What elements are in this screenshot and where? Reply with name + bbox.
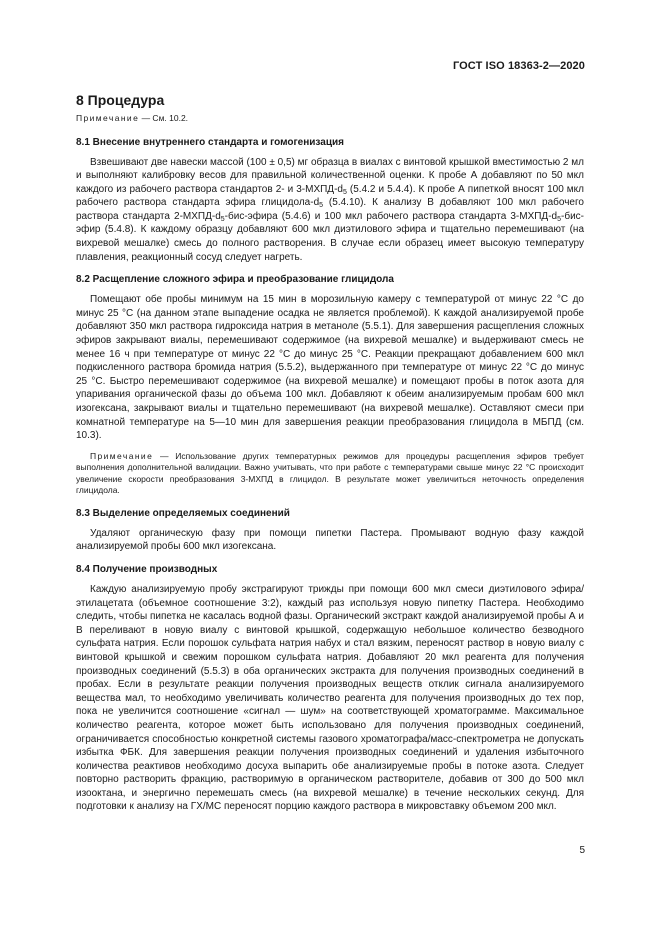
note-1-text: — См. 10.2. bbox=[139, 113, 189, 123]
subsection-text-8-2: Помещают обе пробы минимум на 15 мин в морозильную камеру с температурой от минус 22 °С до минус 25 °С (на данном этапе выпадение осадка не является проблемой). К каждой анализируемой пробе добавляют 350 мкл раствора гидроксида натрия в метаноле (5.5.1). Для завершения расщепления сложных эфиров закрывают виалы, перемешивают содержимое (на вихревой мешалке) и выдерживают смесь не менее 16 ч при температуре от минус 22 °С до минус 25 °С. Реакции прекращают добавлением 600 мкл подкисленного раствора бромида натрия (5.5.2), выдержанного при температуре от минус 22 °С до минус 25 °С. Быстро перемешивают содержимое (на вихревой мешалке) и помещают пробы в поток азота для упаривания органической фазы до объема 100 мкл. Добавляют к обеим анализируемым пробам 600 мкл изогексана, закрывают виалы и тщательно перемешивают (на вихревой мешалке). Оставляют смеси при комнатной температуре на 5—10 мин для завершения реакции преобразования глицидола в МБПД (см. 10.3). bbox=[76, 294, 584, 442]
note-2 bbox=[76, 451, 584, 497]
page-number: 5 bbox=[579, 845, 585, 856]
document-header: ГОСТ ISO 18363-2—2020 bbox=[452, 60, 585, 72]
subsection-title-8-1: 8.1 Внесение внутреннего стандарта и гомогенизация bbox=[76, 136, 344, 148]
text-run: (5.4.2 и 5.4.4). К пробе А пипеткой вносят 100 мкл рабочего раствора стандарта эфира глицидола-d bbox=[76, 183, 584, 209]
subscript: 5 bbox=[220, 215, 225, 223]
subsection-text-8-1 bbox=[76, 156, 584, 265]
text-run: -бис-эфира (5.4.6) и 100 мкл рабочего раствора стандарта 3-МХПД-d bbox=[224, 210, 558, 222]
note-2-label: Примечание bbox=[90, 450, 154, 461]
section-title: 8 Процедура bbox=[76, 92, 165, 108]
page-content bbox=[76, 113, 584, 814]
subsection-text-8-4: Каждую анализируемую пробу экстрагируют трижды при помощи 600 мкл смеси диэтилового эфира/этилацетата (объемное соотношение 3:2), каждый раз используя новую пипетку Пастера. Необходимо следить, чтобы пипетка не касалась водной фазы. Органический экстракт каждой анализируемой пробы А и В переливают в новую виалу с винтовой крышкой, содержащую небольшое количество безводного сульфата натрия. Если порошок сульфата натрия набух и стал вязким, переносят раствор в новую виалу с винтовой крышкой и свежим порошком сульфата натрия. Добавляют 20 мкл реагента для получения производных соединений (5.5.3) в оба органических экстракта для получения производных соединений в пробах. Если в результате реакции получения производных веществ отклик сигнала анализируемого вещества мал, то необходимо увеличивать количество реагента для получения производных до тех пор, пока не увеличится соотношение «сигнал — шум» на соответствующей хроматограмме. Максимальное количество реагента, которое может быть использовано для получения производных соединений, ограничивается способностью конкретной системы газового хроматографа/масс-спектрометра не допускать избытка ФБК. Для завершения реакции получения производных соединений и удаления избыточного количества реактивов необходимо досуха выпарить обе анализируемые пробы в потоке азота. Следует повторно растворить фракцию, растворимую в органическом растворителе, добавив от 300 до 500 мкл изооктана, и энергично перемешать смесь (на вихревой мешалке) в течение нескольких секунд. Для подготовки к анализу на ГХ/МС переносят порцию каждого раствора в микровставку объемом 200 мкл. bbox=[76, 583, 584, 813]
subsection-title-8-2: 8.2 Расщепление сложного эфира и преобразование глицидола bbox=[76, 274, 394, 286]
note-1 bbox=[76, 113, 584, 125]
note-1-label: Примечание bbox=[76, 113, 140, 123]
subsection-title-8-4: 8.4 Получение производных bbox=[76, 563, 218, 575]
note-2-text: — Использование других температурных режимов для процедуры расщепления эфиров требует выполнения дополнительной валидации. Важно учитывать, что при работе с температурами свыше минус 22 °С происходит увеличение скорости преобразования 3-МХПД в глицидол. В результате может увеличиться неточность определения глицидола. bbox=[76, 450, 584, 496]
subsection-title-8-3: 8.3 Выделение определяемых соединений bbox=[76, 507, 290, 519]
subscript: 5 bbox=[342, 188, 347, 196]
text-run: (5.4.10). К анализу В добавляют 100 мкл рабочего раствора стандарта 2-МХПД-d bbox=[76, 197, 584, 222]
subscript: 5 bbox=[319, 202, 324, 210]
subscript: 5 bbox=[557, 215, 562, 223]
subsection-text-8-3: Удаляют органическую фазу при помощи пипетки Пастера. Промывают водную фазу каждой анализируемой пробы 600 мкл изогексана. bbox=[76, 527, 584, 553]
text-run: -бис-эфир (5.4.8). К каждому образцу добавляют 600 мкл диэтилового эфира и тщательно перемешивают (на вихревой мешалке) смесь до полного растворения. В случае если образец имеет высокую температуру плавления, реакционный сосуд следует нагреть. bbox=[76, 210, 584, 263]
text-run: Взвешивают две навески массой (100 ± 0,5) мг образца в виалах с винтовой крышкой вместимостью 2 мл и выполняют калибровку весов для правильной количественной оценки. К пробе А добавляют по 50 мкл каждого из рабочего раствора стандартов 2- и 3-МХПД-d bbox=[76, 156, 584, 195]
